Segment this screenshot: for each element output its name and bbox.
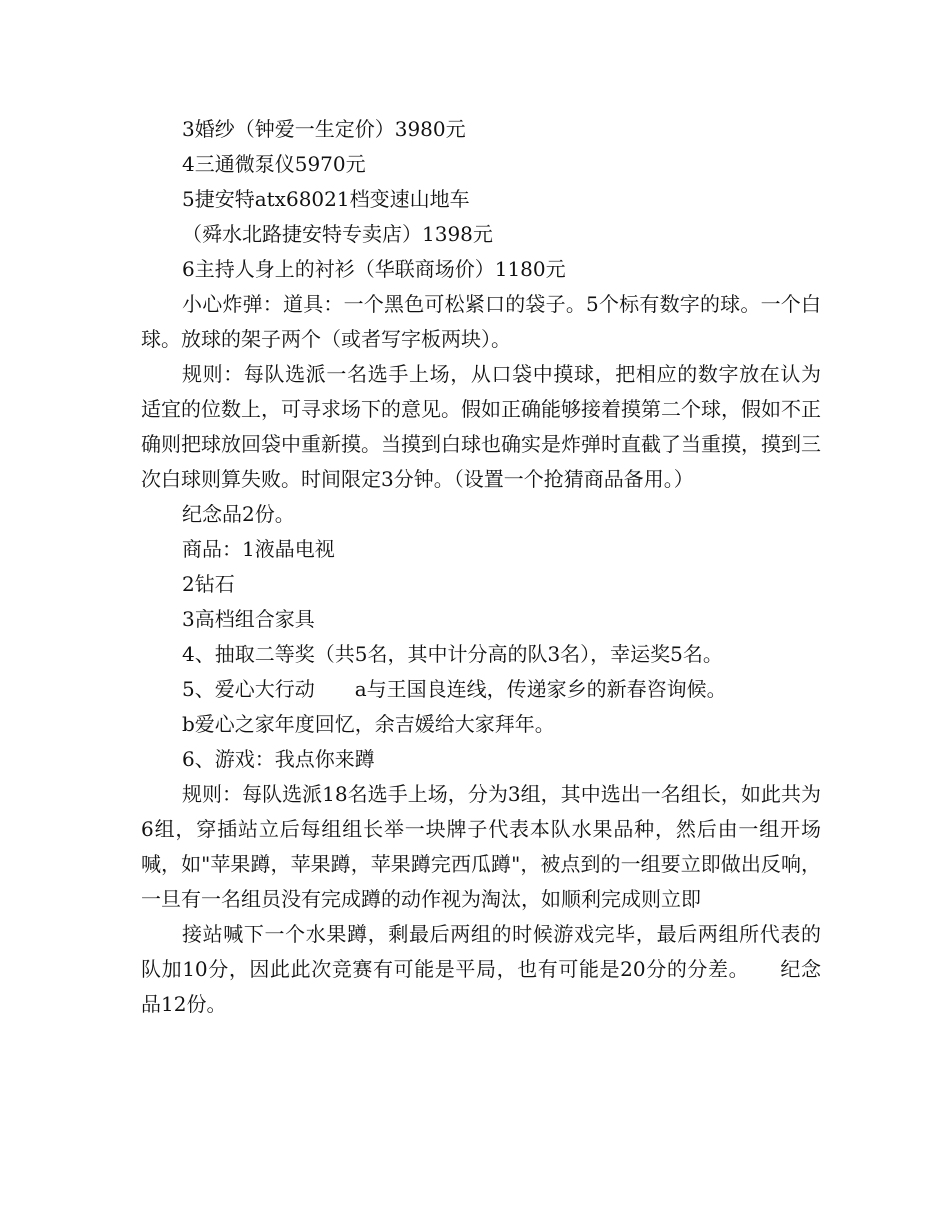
paragraph: 接站喊下一个水果蹲，剩最后两组的时候游戏完毕，最后两组所代表的队加10分，因此此次竞赛有可能是平局，也有可能是20分的分差。 纪念品12份。 bbox=[141, 922, 821, 1016]
paragraph: 商品：1液晶电视 bbox=[182, 537, 335, 561]
paragraph: 规则：每队选派一名选手上场，从口袋中摸球，把相应的数字放在认为适宜的位数上，可寻求场下的意见。假如正确能够接着摸第二个球，假如不正确则把球放回袋中重新摸。当摸到白球也确实是炸弹时直截了当重摸，摸到三次白球则算失败。时间限定3分钟。（设置一个抢猜商品备用。） bbox=[141, 362, 821, 491]
paragraph: 纪念品2份。 bbox=[182, 502, 295, 526]
paragraph: 小心炸弹：道具：一个黑色可松紧口的袋子。5个标有数字的球。一个白球。放球的架子两个（或者写字板两块）。 bbox=[141, 292, 821, 351]
paragraph: 5、爱心大行动 a与王国良连线，传递家乡的新春咨询候。 bbox=[182, 677, 727, 701]
paragraph: 3婚纱（钟爱一生定价）3980元 bbox=[182, 117, 466, 141]
paragraph: 2钻石 bbox=[182, 572, 235, 596]
paragraph: 规则：每队选派18名选手上场，分为3组，其中选出一名组长，如此共为6组，穿插站立后每组组长举一块牌子代表本队水果品种，然后由一组开场喊，如"苹果蹲，苹果蹲，苹果蹲完西瓜蹲"，被点到的一组要立即做出反响，一旦有一名组员没有完成蹲的动作视为淘汰，如顺利完成则立即 bbox=[141, 782, 821, 911]
paragraph: 6主持人身上的衬衫（华联商场价）1180元 bbox=[182, 257, 566, 281]
paragraph: 4、抽取二等奖（共5名，其中计分高的队3名），幸运奖5名。 bbox=[182, 642, 723, 666]
paragraph: 6、游戏：我点你来蹲 bbox=[182, 747, 375, 771]
document-body bbox=[141, 112, 821, 1022]
paragraph: （舜水北路捷安特专卖店）1398元 bbox=[182, 222, 493, 246]
paragraph: 5捷安特atx68021档变速山地车 bbox=[182, 187, 470, 211]
paragraph: 4三通微泵仪5970元 bbox=[182, 152, 366, 176]
paragraph: b爱心之家年度回忆，余吉媛给大家拜年。 bbox=[182, 712, 555, 736]
paragraph: 3高档组合家具 bbox=[182, 607, 315, 631]
